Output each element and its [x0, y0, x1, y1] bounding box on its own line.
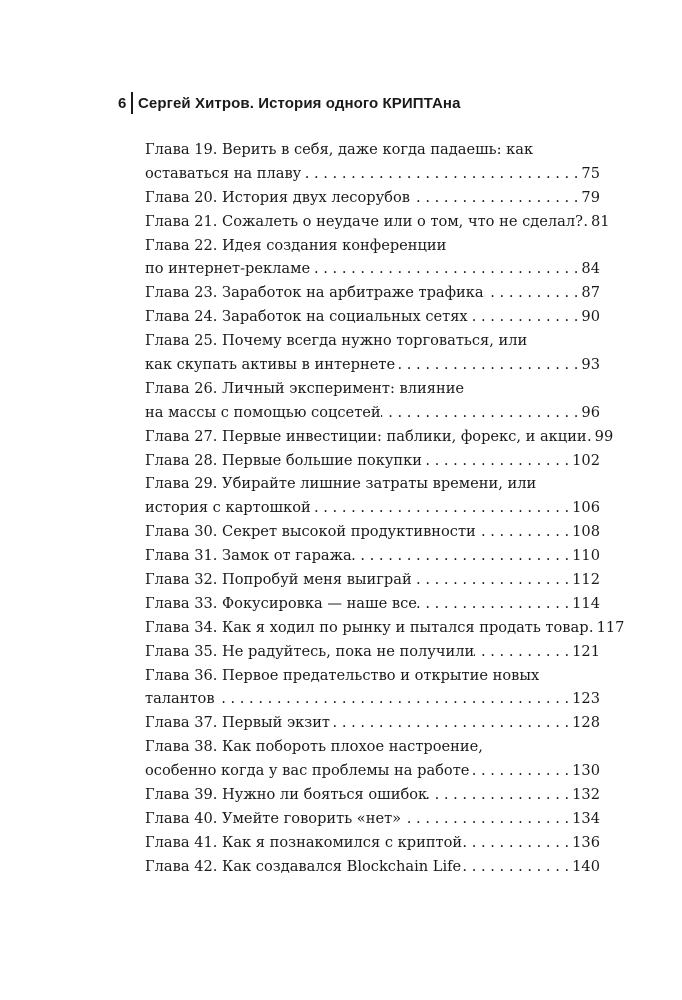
toc-entry	[145, 472, 600, 520]
toc-entry	[145, 568, 600, 592]
toc-chapter-title: на массы с помощью соцсетей	[145, 403, 381, 421]
toc-chapter-title: Глава 28. Первые большие покупки	[145, 451, 423, 469]
toc-leader-dots	[412, 568, 572, 592]
toc-chapter-title: Глава 31. Замок от гаража	[145, 547, 352, 565]
toc-chapter-title: Глава 30. Секрет высокой продуктивности	[145, 523, 476, 541]
toc-chapter-title: Глава 37. Первый экзит	[145, 714, 330, 732]
header-divider	[131, 92, 133, 114]
toc-line	[145, 425, 614, 449]
toc-line	[145, 353, 600, 377]
toc-line	[145, 496, 600, 520]
toc-entry	[145, 783, 600, 807]
toc-line	[145, 234, 600, 258]
toc-line	[145, 186, 600, 210]
toc-entry	[145, 186, 600, 210]
toc-chapter-title: Глава 41. Как я познакомился с криптой	[145, 833, 463, 851]
toc-line	[145, 783, 600, 807]
toc-entry	[145, 329, 600, 377]
toc-entry	[145, 616, 625, 640]
toc-line	[145, 831, 600, 855]
toc-line	[145, 329, 600, 353]
toc-line	[145, 377, 600, 401]
page-number: 6	[118, 94, 127, 112]
toc-chapter-title: Глава 38. Как побороть плохое настроение,	[145, 738, 483, 756]
toc-chapter-title: история с картошкой	[145, 499, 311, 517]
toc-entry	[145, 640, 600, 664]
toc-chapter-title: Глава 20. История двух лесорубов	[145, 188, 410, 206]
toc-chapter-title: Глава 32. Попробуй меня выиграй	[145, 571, 412, 589]
toc-line	[145, 401, 600, 425]
toc-chapter-title: Глава 34. Как я ходил по рынку и пытался продать товар	[145, 618, 589, 636]
toc-chapter-title: Глава 22. Идея создания конференции	[145, 236, 447, 254]
running-header	[118, 92, 461, 114]
toc-page-number: 134	[572, 809, 600, 827]
toc-entry	[145, 234, 600, 282]
toc-page-number: 128	[572, 714, 600, 732]
toc-page-number: 84	[581, 260, 600, 278]
toc-line	[145, 305, 600, 329]
toc-entry	[145, 449, 600, 473]
toc-page-number: 81	[590, 212, 610, 230]
toc-leader-dots	[484, 281, 582, 305]
toc-line	[145, 640, 600, 664]
toc-chapter-title: Глава 21. Сожалеть о неудаче или о том, что не сделал?	[145, 212, 583, 230]
toc-leader-dots	[587, 425, 595, 449]
toc-page-number: 93	[581, 356, 600, 374]
toc-line	[145, 664, 600, 688]
toc-page-number: 79	[581, 188, 600, 206]
toc-entry	[145, 735, 600, 783]
toc-chapter-title: Глава 33. Фокусировка — наше все	[145, 594, 417, 612]
toc-line	[145, 759, 600, 783]
toc-page-number: 117	[596, 618, 625, 636]
toc-leader-dots	[395, 353, 581, 377]
toc-line	[145, 281, 600, 305]
toc-entry	[145, 305, 600, 329]
toc-page-number: 108	[572, 523, 600, 541]
toc-page-number: 75	[581, 164, 600, 182]
toc-leader-dots	[468, 305, 582, 329]
toc-leader-dots	[417, 592, 572, 616]
toc-line	[145, 449, 600, 473]
toc-line	[145, 520, 600, 544]
toc-leader-dots	[461, 855, 572, 879]
toc-line	[145, 616, 625, 640]
toc-leader-dots	[462, 831, 572, 855]
toc-leader-dots	[301, 162, 581, 186]
toc-line	[145, 472, 600, 496]
toc-chapter-title: Глава 27. Первые инвестиции: паблики, форекс, и акции	[145, 427, 587, 445]
toc-line	[145, 210, 610, 234]
toc-chapter-title: Глава 25. Почему всегда нужно торговаться, или	[145, 332, 528, 350]
toc-line	[145, 735, 600, 759]
toc-leader-dots	[410, 186, 581, 210]
table-of-contents	[145, 138, 625, 879]
toc-leader-dots	[401, 807, 572, 831]
toc-page-number: 123	[572, 690, 600, 708]
toc-entry	[145, 711, 600, 735]
toc-leader-dots	[469, 759, 572, 783]
toc-chapter-title: оставаться на плаву	[145, 164, 302, 182]
toc-chapter-title: Глава 35. Не радуйтесь, пока не получили	[145, 642, 475, 660]
toc-page-number: 99	[594, 427, 614, 445]
toc-line	[145, 138, 600, 162]
toc-leader-dots	[311, 496, 572, 520]
toc-line	[145, 711, 600, 735]
toc-page-number: 110	[572, 547, 600, 565]
toc-chapter-title: Глава 29. Убирайте лишние затраты времени, или	[145, 475, 537, 493]
toc-chapter-title: Глава 19. Верить в себя, даже когда падаешь: как	[145, 141, 534, 158]
toc-page-number: 130	[572, 762, 600, 780]
toc-line	[145, 592, 600, 616]
toc-page-number: 96	[581, 403, 600, 421]
toc-leader-dots	[476, 520, 572, 544]
toc-leader-dots	[330, 711, 572, 735]
toc-leader-dots	[427, 783, 572, 807]
toc-leader-dots	[381, 401, 582, 425]
toc-entry	[145, 855, 600, 879]
toc-line	[145, 568, 600, 592]
toc-entry	[145, 520, 600, 544]
toc-entry	[145, 281, 600, 305]
toc-page-number: 121	[572, 642, 600, 660]
toc-page-number: 132	[572, 786, 600, 804]
book-title: Сергей Хитров. История одного КРИПТАна	[137, 94, 461, 112]
toc-page-number: 102	[572, 451, 600, 469]
toc-chapter-title: Глава 23. Заработок на арбитраже трафика	[145, 284, 484, 302]
toc-entry	[145, 544, 600, 568]
toc-line	[145, 807, 600, 831]
toc-chapter-title: как скупать активы в интернете	[145, 356, 396, 374]
toc-chapter-title: талантов	[145, 690, 215, 708]
toc-chapter-title: Глава 24. Заработок на социальных сетях	[145, 308, 468, 326]
toc-chapter-title: Глава 42. Как создавался Blockchain Life	[145, 857, 462, 875]
toc-leader-dots	[583, 210, 591, 234]
toc-page-number: 114	[572, 594, 600, 612]
toc-chapter-title: Глава 36. Первое предательство и открытие новых	[145, 666, 540, 684]
toc-leader-dots	[352, 544, 572, 568]
toc-chapter-title: особенно когда у вас проблемы на работе	[145, 762, 470, 780]
toc-line	[145, 687, 600, 711]
toc-entry	[145, 377, 600, 425]
toc-leader-dots	[215, 687, 573, 711]
toc-entry	[145, 664, 600, 712]
toc-entry	[145, 831, 600, 855]
toc-chapter-title: Глава 26. Личный эксперимент: влияние	[145, 379, 465, 397]
toc-line	[145, 257, 600, 281]
toc-entry	[145, 138, 600, 186]
toc-line	[145, 544, 600, 568]
toc-entry	[145, 210, 610, 234]
toc-chapter-title: Глава 40. Умейте говорить «нет»	[145, 809, 402, 827]
toc-chapter-title: по интернет-рекламе	[145, 260, 311, 278]
toc-page-number: 140	[572, 857, 600, 875]
toc-page-number: 87	[581, 284, 600, 302]
toc-entry	[145, 425, 614, 449]
toc-leader-dots	[422, 449, 572, 473]
toc-leader-dots	[310, 257, 581, 281]
toc-page-number: 136	[572, 833, 600, 851]
toc-chapter-title: Глава 39. Нужно ли бояться ошибок	[145, 786, 428, 804]
toc-page-number: 112	[572, 571, 600, 589]
toc-line	[145, 162, 600, 186]
toc-line	[145, 855, 600, 879]
toc-leader-dots	[589, 616, 597, 640]
toc-leader-dots	[474, 640, 572, 664]
toc-entry	[145, 592, 600, 616]
toc-page-number: 106	[572, 499, 600, 517]
toc-page-number: 90	[581, 308, 600, 326]
toc-entry	[145, 807, 600, 831]
